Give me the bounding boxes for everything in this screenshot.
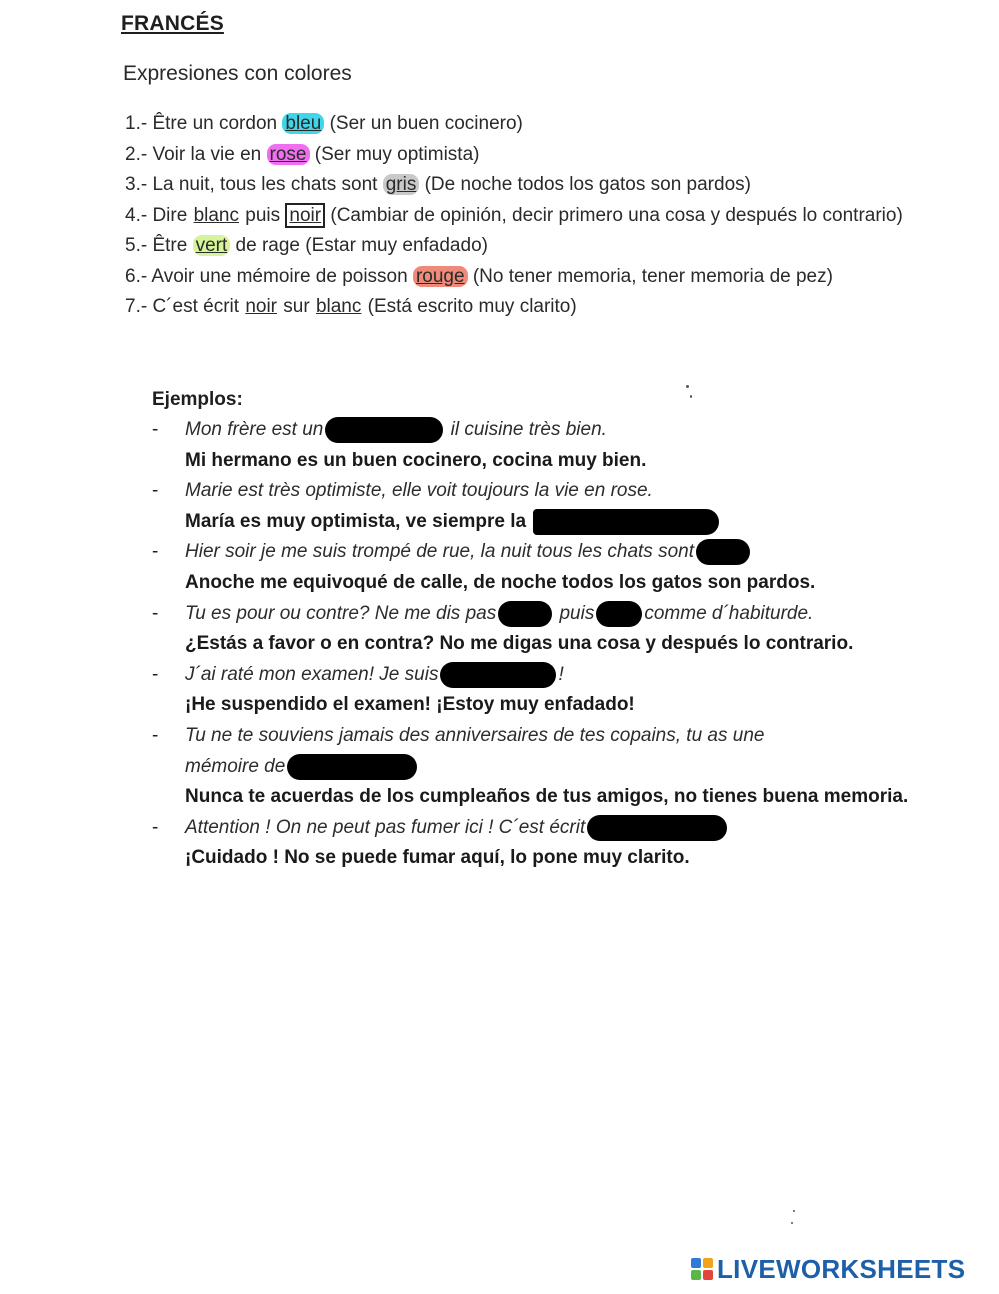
expression-text: sur bbox=[278, 296, 315, 317]
keyword-rose: rose bbox=[267, 144, 310, 165]
scan-speck bbox=[686, 385, 689, 388]
example-6-french bbox=[152, 722, 972, 753]
scan-speck bbox=[690, 395, 692, 398]
list-dash: - bbox=[152, 724, 159, 746]
expression-text: puis bbox=[240, 204, 286, 226]
expression-text: 6.- Avoir une mémoire de poisson bbox=[125, 265, 413, 287]
answer-blank-5[interactable] bbox=[440, 662, 556, 688]
section-title: Expresiones con colores bbox=[123, 62, 352, 85]
keyword-blanc: blanc bbox=[315, 296, 362, 317]
scan-speck bbox=[791, 1222, 793, 1224]
example-text: il cuisine très bien. bbox=[445, 419, 607, 440]
example-5-french bbox=[152, 661, 972, 692]
expression-item-6 bbox=[125, 264, 903, 295]
example-6-spanish bbox=[152, 783, 972, 814]
example-text: Mon frère est un bbox=[185, 419, 324, 440]
answer-blank-4a[interactable] bbox=[498, 601, 552, 627]
list-dash: - bbox=[152, 480, 159, 502]
example-translation: Nunca te acuerdas de los cumpleaños de tus amigos, no tienes buena memoria. bbox=[185, 786, 909, 808]
page-heading: FRANCÉS bbox=[121, 12, 224, 35]
example-4-spanish bbox=[152, 630, 972, 661]
example-text: Tu es pour ou contre? Ne me dis pas bbox=[185, 602, 497, 624]
logo-text: LIVEWORKSHEETS bbox=[717, 1253, 966, 1284]
expression-item-1 bbox=[125, 111, 903, 142]
expression-meaning: (De noche todos los gatos son pardos) bbox=[419, 174, 751, 195]
expression-meaning: de rage (Estar muy enfadado) bbox=[230, 235, 488, 256]
list-dash: - bbox=[152, 816, 159, 838]
keyword-noir: noir bbox=[245, 296, 277, 317]
keyword-rouge: rouge bbox=[413, 266, 468, 287]
keyword-noir: noir bbox=[285, 203, 325, 228]
example-translation: Mi hermano es un buen cocinero, cocina muy bien. bbox=[185, 449, 647, 471]
examples-label: Ejemplos: bbox=[152, 389, 243, 410]
example-3-french bbox=[152, 538, 972, 569]
answer-blank-6[interactable] bbox=[287, 754, 417, 780]
example-text: Attention ! On ne peut pas fumer ici ! C´est écrit bbox=[185, 816, 586, 838]
example-text: Marie est très optimiste, elle voit toujours la vie en rose. bbox=[185, 480, 653, 502]
examples-section bbox=[152, 386, 972, 875]
example-translation: ¿Estás a favor o en contra? No me digas una cosa y después lo contrario. bbox=[185, 633, 854, 655]
expression-item-2 bbox=[125, 142, 903, 173]
expression-meaning: (No tener memoria, tener memoria de pez) bbox=[467, 265, 833, 287]
example-2-spanish bbox=[152, 508, 972, 539]
example-4-french bbox=[152, 600, 972, 631]
expression-text: 7.- C´est écrit bbox=[125, 296, 245, 317]
expression-meaning: (Ser un buen cocinero) bbox=[324, 113, 523, 134]
expression-text: 3.- La nuit, tous les chats sont bbox=[125, 174, 383, 195]
example-text: ! bbox=[558, 663, 564, 685]
example-text: Tu ne te souviens jamais des anniversaires de tes copains, tu as une bbox=[185, 724, 765, 746]
expression-item-5 bbox=[125, 233, 903, 264]
keyword-bleu: bleu bbox=[282, 113, 324, 134]
answer-blank-3[interactable] bbox=[696, 539, 750, 565]
keyword-blanc: blanc bbox=[193, 204, 239, 226]
keyword-gris: gris bbox=[383, 174, 420, 195]
example-translation: María es muy optimista, ve siempre la bbox=[185, 510, 532, 532]
answer-blank-7[interactable] bbox=[587, 815, 727, 841]
expression-meaning: (Está escrito muy clarito) bbox=[362, 296, 577, 317]
expressions-list bbox=[125, 111, 903, 325]
answer-blank-2[interactable] bbox=[533, 509, 719, 535]
example-7-french bbox=[152, 814, 972, 845]
example-1-spanish bbox=[152, 447, 972, 478]
liveworksheets-logo bbox=[690, 1254, 965, 1284]
list-dash: - bbox=[152, 541, 159, 563]
example-text: Hier soir je me suis trompé de rue, la nuit tous les chats sont bbox=[185, 541, 695, 563]
list-dash: - bbox=[152, 663, 159, 685]
keyword-vert: vert bbox=[193, 235, 231, 256]
example-text: puis bbox=[554, 602, 595, 624]
example-7-spanish bbox=[152, 844, 972, 875]
example-1-french bbox=[152, 416, 972, 447]
expression-text: 2.- Voir la vie en bbox=[125, 143, 267, 165]
expression-item-3 bbox=[125, 172, 903, 203]
expression-text: 5.- Être bbox=[125, 235, 193, 256]
list-dash: - bbox=[152, 419, 159, 440]
scan-speck bbox=[793, 1210, 795, 1212]
example-text: J´ai raté mon examen! Je suis bbox=[185, 663, 439, 685]
expression-text: 1.- Être un cordon bbox=[125, 113, 283, 134]
expression-item-7 bbox=[125, 294, 903, 325]
example-6-french-cont bbox=[152, 753, 972, 784]
expression-meaning: (Ser muy optimista) bbox=[309, 143, 480, 165]
example-2-french bbox=[152, 477, 972, 508]
list-dash: - bbox=[152, 602, 159, 624]
expression-text: 4.- Dire bbox=[125, 204, 193, 226]
expression-meaning: (Cambiar de opinión, decir primero una cosa y después lo contrario) bbox=[325, 204, 903, 226]
example-translation: ¡Cuidado ! No se puede fumar aquí, lo pone muy clarito. bbox=[185, 847, 690, 869]
example-text: comme d´habiturde. bbox=[644, 602, 814, 624]
example-translation: Anoche me equivoqué de calle, de noche todos los gatos son pardos. bbox=[185, 571, 816, 593]
example-5-spanish bbox=[152, 691, 972, 722]
example-text: mémoire de bbox=[185, 755, 286, 777]
answer-blank-4b[interactable] bbox=[596, 601, 642, 627]
answer-blank-1[interactable] bbox=[325, 417, 443, 443]
expression-item-4 bbox=[125, 203, 903, 234]
example-translation: ¡He suspendido el examen! ¡Estoy muy enfadado! bbox=[185, 694, 635, 716]
example-3-spanish bbox=[152, 569, 972, 600]
liveworksheets-logo-icon bbox=[690, 1257, 714, 1281]
